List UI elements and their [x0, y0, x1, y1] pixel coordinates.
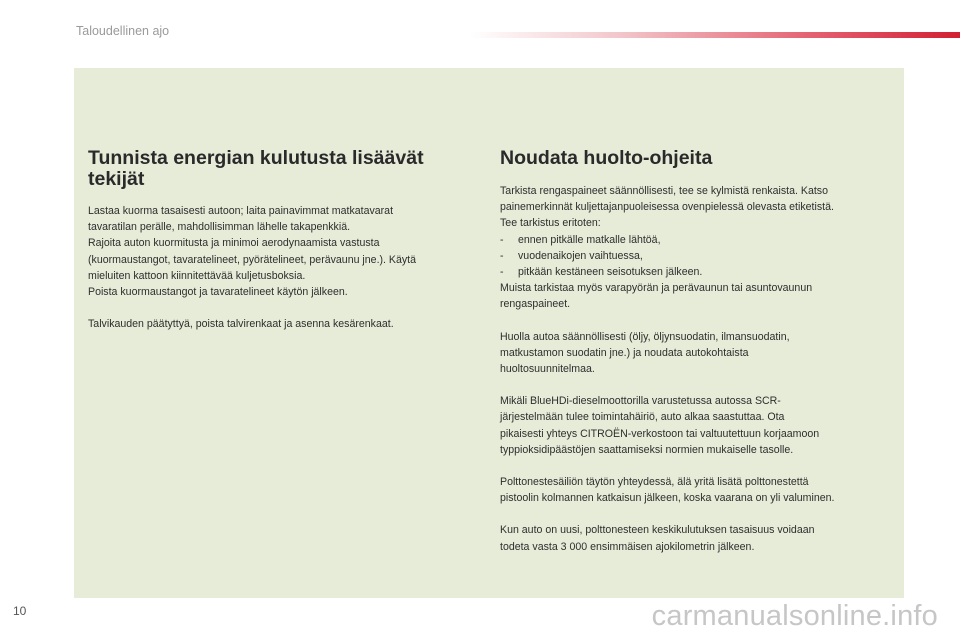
- text-line: tavaratilan perälle, mahdollisimman lähelle takapenkkiä.: [88, 221, 351, 234]
- content-panel: [74, 68, 904, 598]
- page-header-title: Taloudellinen ajo: [76, 24, 170, 38]
- text-line: Talvikauden päätyttyä, poista talvirenkaat ja asenna kesärenkaat.: [88, 318, 394, 331]
- text-line: Polttonestesäiliön täytön yhteydessä, älä yritä lisätä polttonestettä: [500, 476, 809, 489]
- list-item-text: ennen pitkälle matkalle lähtöä,: [518, 233, 661, 246]
- header-accent-bar: [470, 32, 960, 38]
- bullet-dash: -: [500, 266, 504, 279]
- new-car-consumption-paragraph: [500, 522, 895, 554]
- text-line: pikaisesti yhteys CITROËN-verkostoon tai valtuutettuun korjaamoon: [500, 427, 820, 440]
- right-heading: Noudata huolto-ohjeita: [500, 147, 713, 169]
- text-line: typpioksidipäästöjen saattamiseksi normien mukaiselle tasolle.: [500, 443, 794, 456]
- text-line: järjestelmään tulee toimintahäiriö, auto alkaa saastuttaa. Ota: [500, 411, 785, 424]
- text-line: Tee tarkistus eritoten:: [500, 217, 601, 230]
- load-advice-paragraph: [88, 203, 468, 300]
- left-column: [88, 148, 468, 348]
- text-line: rengaspaineet.: [500, 298, 571, 311]
- text-line: huoltosuunnitelmaa.: [500, 363, 595, 376]
- list-item-text: pitkään kestäneen seisotuksen jälkeen.: [518, 266, 703, 279]
- list-item: [500, 232, 895, 248]
- left-heading-line: Tunnista energian kulutusta lisäävät: [88, 147, 424, 169]
- text-line: (kuormaustangot, tavaratelineet, pyörätelineet, perävaunu jne.). Käytä: [88, 253, 417, 266]
- bullet-dash: -: [500, 233, 504, 246]
- left-heading: [88, 148, 468, 190]
- left-heading-line: tekijät: [88, 168, 145, 190]
- list-item: [500, 248, 895, 264]
- scr-paragraph: [500, 393, 895, 458]
- text-line: Poista kuormaustangot ja tavaratelineet käytön jälkeen.: [88, 286, 348, 299]
- list-item: [500, 264, 895, 280]
- text-line: pistoolin kolmannen katkaisun jälkeen, koska vaarana on yli valuminen.: [500, 492, 835, 505]
- winter-tyres-paragraph: [88, 316, 468, 332]
- right-column: [500, 148, 895, 571]
- text-line: painemerkinnät kuljettajanpuoleisessa ovenpielessä olevasta etiketistä.: [500, 201, 834, 214]
- bullet-dash: -: [500, 249, 504, 262]
- service-paragraph: [500, 329, 895, 378]
- tyre-pressure-paragraph: [500, 183, 895, 313]
- text-line: Tarkista rengaspaineet säännöllisesti, tee se kylmistä renkaista. Katso: [500, 185, 828, 197]
- text-line: todeta vasta 3 000 ensimmäisen ajokilometrin jälkeen.: [500, 540, 755, 553]
- text-line: Huolla autoa säännöllisesti (öljy, öljynsuodatin, ilmansuodatin,: [500, 330, 790, 343]
- page-number: 10: [13, 604, 27, 618]
- text-line: mieluiten kattoon kiinnitettävää kuljetusboksia.: [88, 269, 306, 282]
- text-line: matkustamon suodatin jne.) ja noudata autokohtaista: [500, 346, 749, 359]
- refuelling-paragraph: [500, 474, 895, 506]
- text-line: Kun auto on uusi, polttonesteen keskikulutuksen tasaisuus voidaan: [500, 524, 815, 537]
- watermark: carmanualsonline.info: [651, 600, 938, 632]
- list-item-text: vuodenaikojen vaihtuessa,: [518, 249, 643, 262]
- text-line: Lastaa kuorma tasaisesti autoon; laita painavimmat matkatavarat: [88, 205, 394, 217]
- text-line: Mikäli BlueHDi-dieselmoottorilla varustetussa autossa SCR-: [500, 395, 781, 408]
- text-line: Muista tarkistaa myös varapyörän ja perävaunun tai asuntovaunun: [500, 282, 813, 295]
- text-line: Rajoita auton kuormitusta ja minimoi aerodynaamista vastusta: [88, 237, 380, 250]
